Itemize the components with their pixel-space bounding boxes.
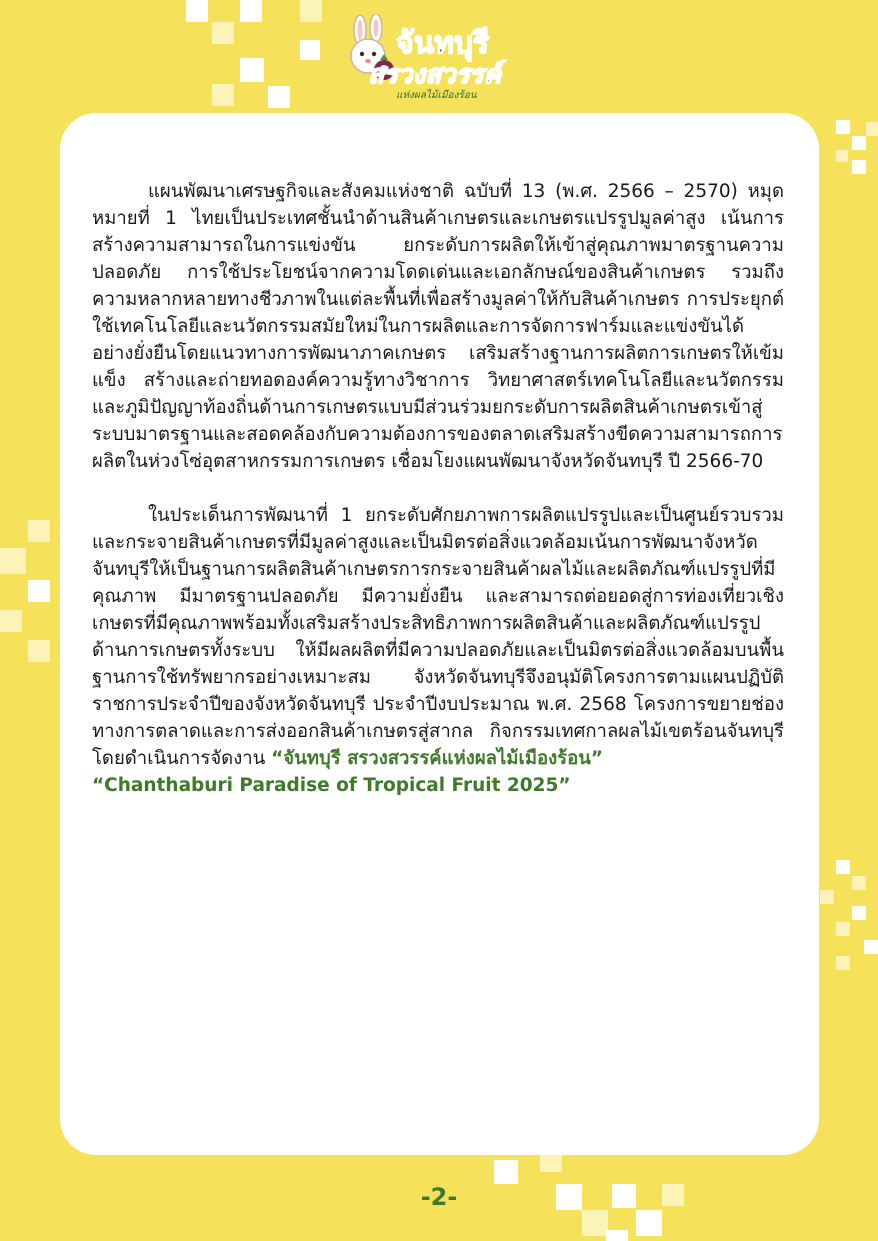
event-name-thai: “จันทบุรี สรวงสวรรค์แห่งผลไม้เมืองร้อน”: [271, 748, 604, 769]
logo-title: จันทบุรี: [396, 26, 490, 61]
paragraph-national-plan: แผนพัฒนาเศรษฐกิจและสังคมแห่งชาติ ฉบับที่ 13 (พ.ศ. 2566 – 2570) หมุดหมายที่ 1 ไทยเป็นประเทศชั้นนำด้านสินค้าเกษตรและเกษตรแปรรูปมูลค่าสูง เน้นการสร้างความสามารถในการแข่งขัน ยกระดับการผลิตให้เข้าสู่คุณภาพมาตรฐานความปลอดภัย การใช้ประโยชน์จากความโดดเด่นและเอกลักษณ์ของสินค้าเกษตร รวมถึงความหลากหลายทางชีวภาพในแต่ละพื้นที่เพื่อสร้างมูลค่าให้กับสินค้าเกษตร การประยุกต์ใช้เทคโนโลยีและนวัตกรรมสมัยใหม่ในการผลิตและการจัดการฟาร์มและแข่งขันได้อย่างยั่งยืนโดยแนวทางการพัฒนาภาคเกษตร เสริมสร้างฐานการผลิตการเกษตรให้เข้มแข็ง สร้างและถ่ายทอดองค์ความรู้ทางวิชาการ วิทยาศาสตร์เทคโนโลยีและนวัตกรรม และภูมิปัญญาท้องถิ่นด้านการเกษตรแบบมีส่วนร่วมยกระดับการผลิตสินค้าเกษตรเข้าสู่ระบบมาตรฐานและสอดคล้องกับความต้องการของตลาดเสริมสร้างขีดความสามารถการผลิตในห่วงโซ่อุตสาหกรรมการเกษตร เชื่อมโยงแผนพัฒนาจังหวัดจันทบุรี ปี 2566-70: [92, 181, 784, 472]
logo-subtitle: สรวงสวรรค์: [368, 60, 501, 90]
logo-tagline: แห่งผลไม้เมืองร้อน: [396, 90, 477, 101]
event-name-english: “Chanthaburi Paradise of Tropical Fruit 2025”: [92, 775, 571, 796]
event-logo: [340, 14, 530, 104]
paragraph-development-issue: [92, 502, 784, 799]
paragraph-development-text: ในประเด็นการพัฒนาที่ 1 ยกระดับศักยภาพการผลิตแปรรูปและเป็นศูนย์รวบรวมและกระจายสินค้าเกษตรที่มีมูลค่าสูงและเป็นมิตรต่อสิ่งแวดล้อมเน้นการพัฒนาจังหวัดจันทบุรีให้เป็นฐานการผลิตสินค้าเกษตรการกระจายสินค้าผลไม้และผลิตภัณฑ์แปรรูปที่มีคุณภาพ มีมาตรฐานปลอดภัย มีความยั่งยืน และสามารถต่อยอดสู่การท่องเที่ยวเชิงเกษตรที่มีคุณภาพพร้อมทั้งเสริมสร้างประสิทธิภาพการผลิตสินค้าและผลิตภัณฑ์แปรรูปด้านการเกษตรทั้งระบบ ให้มีผลผลิตที่มีความปลอดภัยและเป็นมิตรต่อสิ่งแวดล้อมบนพื้นฐานการใช้ทรัพยากรอย่างเหมาะสม จังหวัดจันทบุรีจึงอนุมัติโครงการตามแผนปฏิบัติราชการประจำปีของจังหวัดจันทบุรี ประจำปีงบประมาณ พ.ศ. 2568 โครงการขยายช่องทางการตลาดและการส่งออกสินค้าเกษตรสู่สากล กิจกรรมเทศกาลผลไม้เขตร้อนจันทบุรี โดยดำเนินการจัดงาน: [92, 505, 784, 769]
document-body: [92, 178, 784, 799]
page-number: -2-: [420, 1183, 458, 1211]
